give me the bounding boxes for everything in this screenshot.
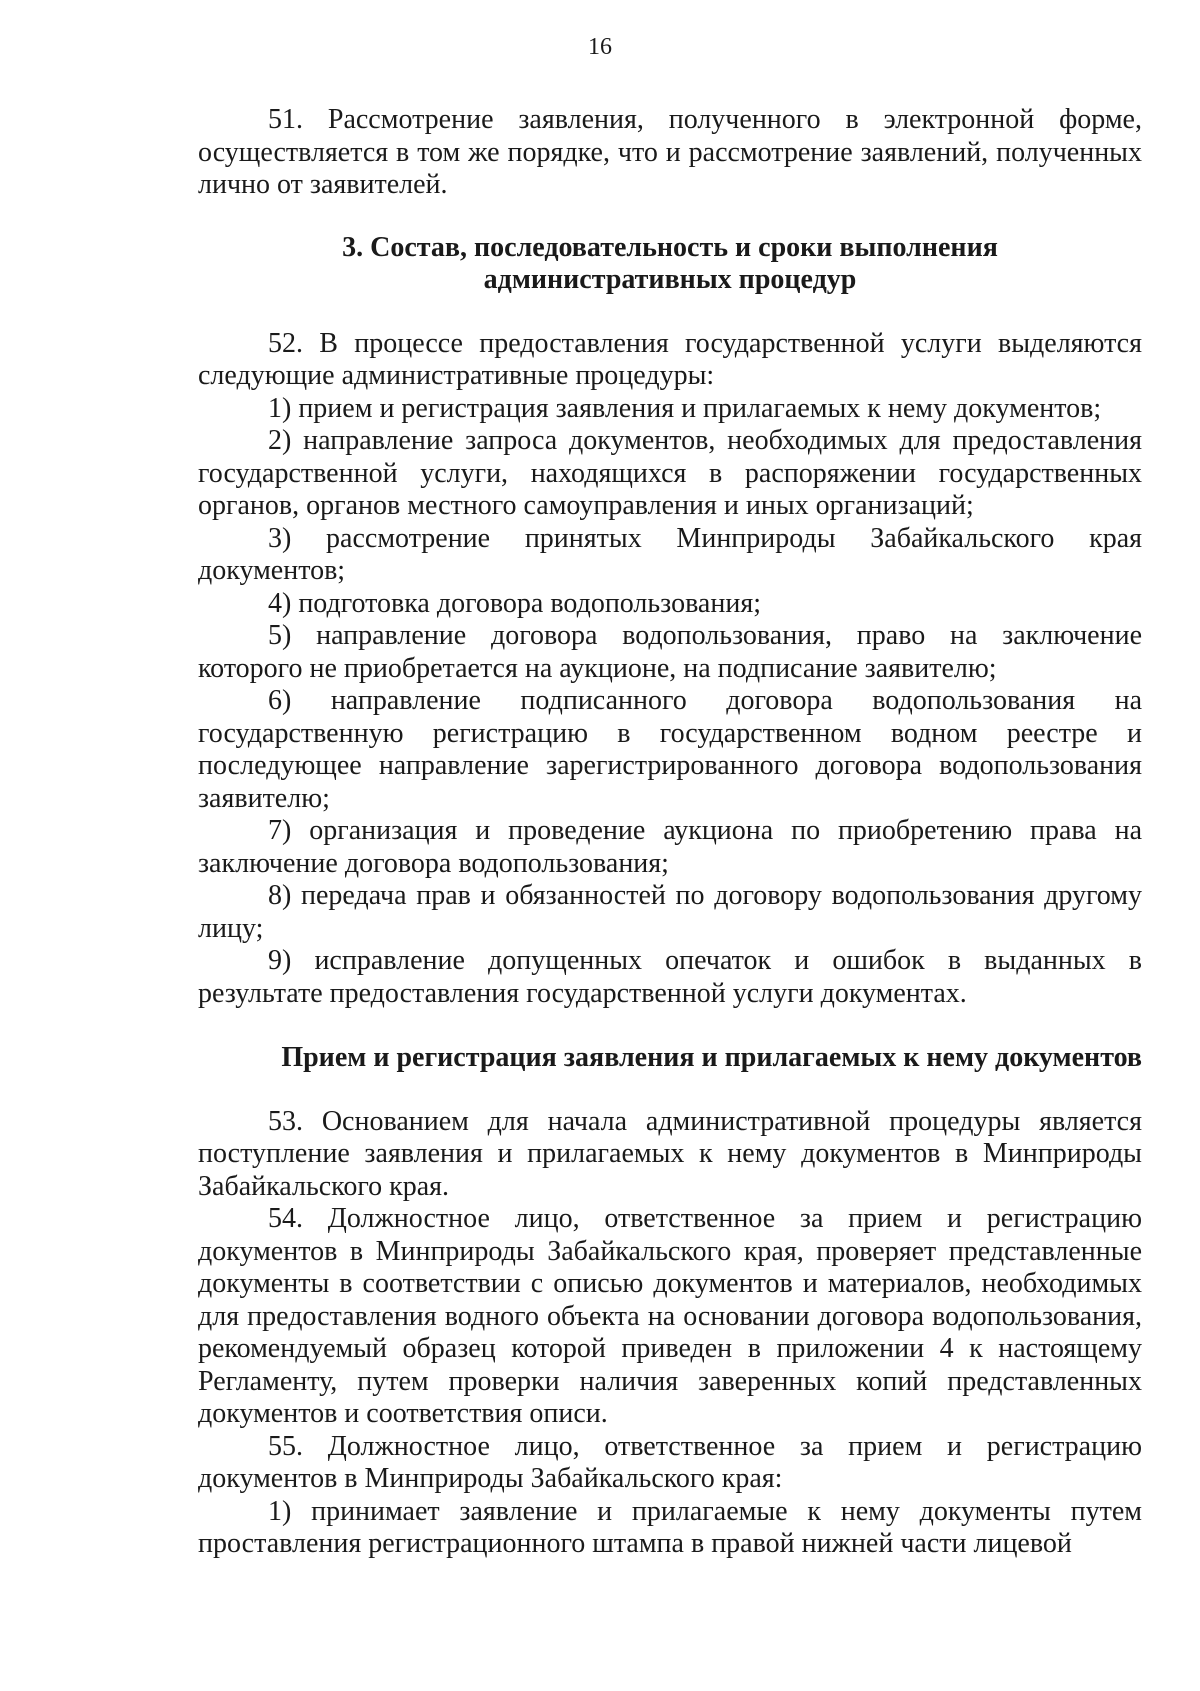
document-body [198, 104, 1142, 1561]
list-item-6: 6) направление подписанного договора водопользования на государственную регистрацию в государственном водном реестре и последующее направление зарегистрированного договора водопользования заявителю; [198, 685, 1142, 814]
list-item-2: 2) направление запроса документов, необходимых для предоставления государственной услуги, находящихся в распоряжении государственных органов, органов местного самоуправления и иных организаций; [198, 425, 1142, 521]
list-item-9: 9) исправление допущенных опечаток и ошибок в выданных в результате предоставления государственной услуги документах. [198, 945, 1142, 1009]
section-heading-line-1: 3. Состав, последовательность и сроки выполнения [342, 231, 998, 263]
paragraph-52: 52. В процессе предоставления государственной услуги выделяются следующие административные процедуры: [198, 327, 1142, 391]
list-item-7: 7) организация и проведение аукциона по приобретению права на заключение договора водопользования; [198, 815, 1142, 879]
paragraph-55: 55. Должностное лицо, ответственное за прием и регистрацию документов в Минприроды Забайкальского края: [198, 1430, 1142, 1494]
list-item-3: 3) рассмотрение принятых Минприроды Забайкальского края документов; [198, 522, 1142, 586]
list-item-8: 8) передача прав и обязанностей по договору водопользования другому лицу; [198, 880, 1142, 944]
paragraph-53: 53. Основанием для начала административной процедуры является поступление заявления и прилагаемых к нему документов в Минприроды Забайкальского края. [198, 1105, 1142, 1202]
paragraph-51: 51. Рассмотрение заявления, полученного в электронной форме, осуществляется в том же порядке, что и рассмотрение заявлений, полученных лично от заявителей. [198, 104, 1142, 200]
list-item-4: 4) подготовка договора водопользования; [268, 587, 761, 619]
list-item-1: 1) прием и регистрация заявления и прилагаемых к нему документов; [268, 392, 1102, 424]
subsection-heading: Прием и регистрация заявления и прилагаемых к нему документов [281, 1042, 1142, 1073]
page-number: 16 [588, 34, 612, 60]
section-heading-line-2: административных процедур [483, 264, 857, 295]
paragraph-54: 54. Должностное лицо, ответственное за прием и регистрацию документов в Минприроды Забайкальского края, проверяет представленные документы в соответствии с описью документов и материалов, необходимых для предоставления водного объекта на основании договора водопользования, рекомендуемый образец которой приведен в приложении 4 к настоящему Регламенту, путем проверки наличия заверенных копий представленных документов и соответствия описи. [198, 1203, 1142, 1429]
list-item-5: 5) направление договора водопользования, право на заключение которого не приобретается на аукционе, на подписание заявителю; [198, 620, 1142, 684]
paragraph-55-item-1: 1) принимает заявление и прилагаемые к нему документы путем проставления регистрационного штампа в правой нижней части лицевой [198, 1495, 1142, 1559]
